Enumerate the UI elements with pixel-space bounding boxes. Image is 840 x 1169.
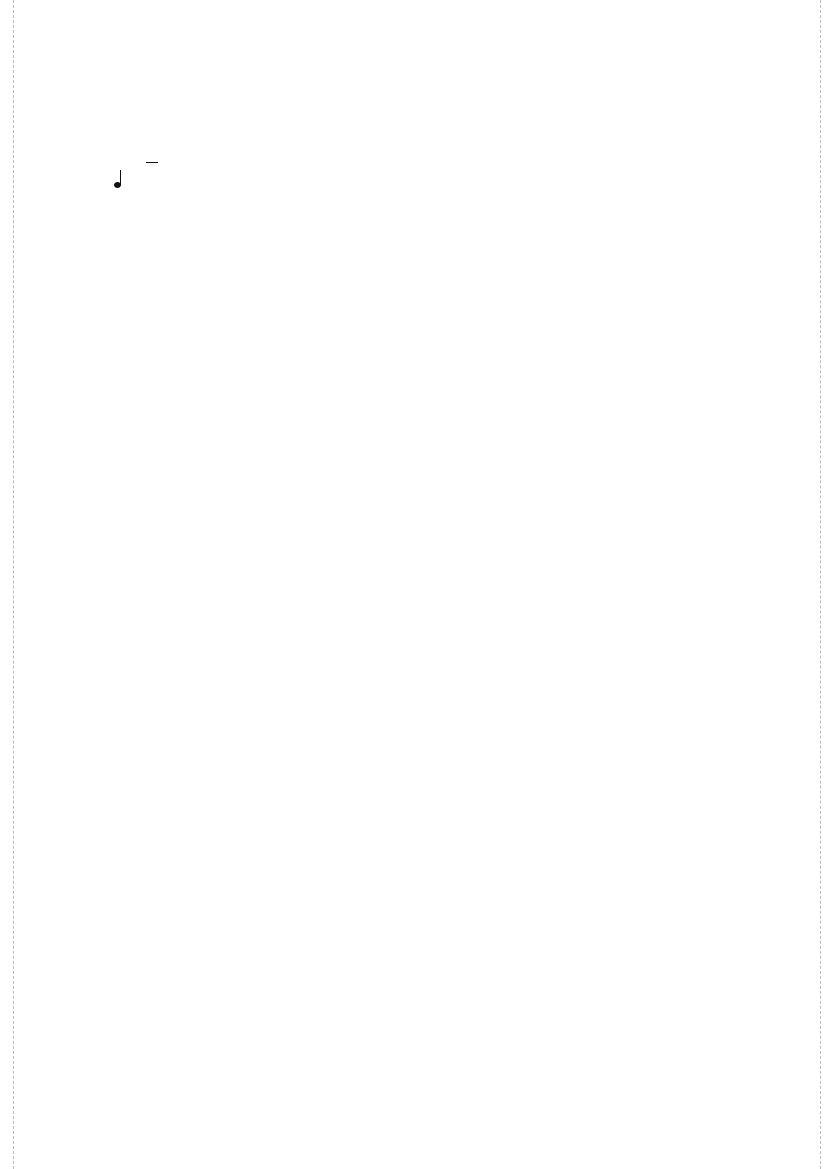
page-border-left — [13, 0, 15, 1169]
time-signature-line — [146, 162, 158, 163]
note-stem-icon — [120, 170, 121, 185]
page-border-right — [820, 0, 822, 1169]
